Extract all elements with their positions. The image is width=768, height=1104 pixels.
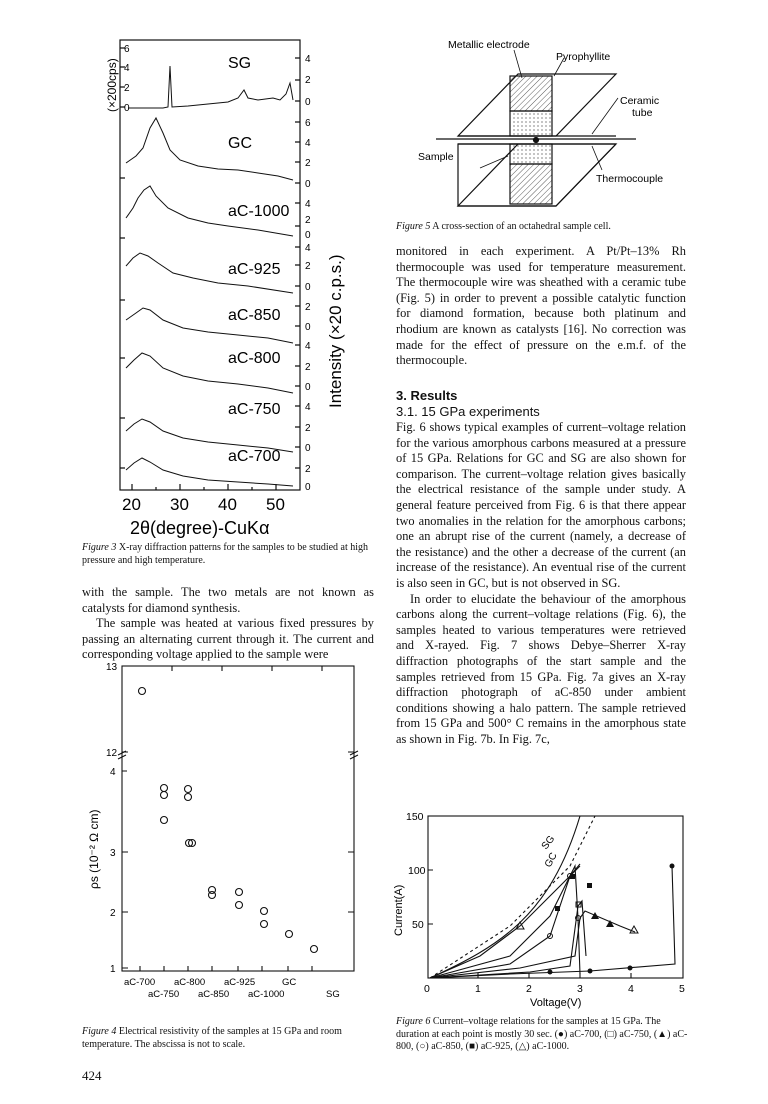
- section-heading: 3. Results: [396, 388, 458, 403]
- subsection-heading: 3.1. 15 GPa experiments: [396, 404, 540, 419]
- fig4-caption: Figure 4 Electrical resistivity of the samples at 15 GPa and room temperature. The abscissa is not to scale.: [82, 1026, 342, 1050]
- fig3-xrd-figure: [105, 38, 348, 540]
- fig3-left-unit: (×200cps): [105, 58, 119, 112]
- svg-text:5: 5: [679, 983, 685, 995]
- fig6-caption: Figure 6 Current–voltage relations for the samples at 15 GPa. The duration at each point is mostly 30 sec. (●) aC-700, (□) aC-750, (▲) aC-800, (○) aC-850, (■) aC-925, (△) aC-1000.: [396, 1016, 688, 1052]
- svg-text:4: 4: [305, 402, 311, 413]
- svg-text:1: 1: [475, 983, 481, 995]
- svg-text:0: 0: [305, 179, 311, 190]
- svg-text:Pyrophyllite: Pyrophyllite: [556, 51, 611, 63]
- svg-text:aC-750: aC-750: [148, 989, 180, 1000]
- fig4-resistivity-figure: [82, 663, 378, 1021]
- svg-text:13: 13: [106, 662, 118, 673]
- right-column-text-2: Fig. 6 shows typical examples of current–voltage relation for the various amorphous carbons measured at a pressure of 15 GPa. Relations for GC and SG are also shown for comparison. The current–voltage relation gives basically the electrical resistance of the sample under study. A general feature perceived from Fig. 6 is that there appear two anomalies in the relation for the amorphous carbons; one an abrupt rise of the current (namely, a decrease of the resistance) and the other a decrease of the current (an increase of the resistance). An eventual rise of the current is also seen in GC, but is not observed in SG. In order to elucidate the behaviour of the amorphous carbons along the current–voltage relations (Fig. 6), the samples heated to various temperatures were retrieved and X-rayed. Fig. 7 shows Debye–Sherrer X-ray diffraction photographs of the start sample and the samples retrieved from 15 GPa. Fig. 7a gives an X-ray diffraction photograph of aC-850 under ambient conditions showing a halo pattern. The sample retrieved from 15 GPa and 500° C remains in the amorphous state as shown in Fig. 7b. In Fig. 7c,: [396, 420, 686, 746]
- fig6-y-axis-label: Current(A): [393, 884, 405, 936]
- svg-text:0: 0: [124, 103, 130, 114]
- fig6-x-axis-label: Voltage(V): [530, 997, 582, 1009]
- fig6-label-gc: GC: [542, 851, 560, 870]
- svg-text:aC-1000: aC-1000: [248, 989, 285, 1000]
- fig3-label-ac800: aC-800: [228, 350, 281, 367]
- fig6-iv-figure: [390, 806, 700, 1012]
- left-column-text: with the sample. The two metals are not known as catalysts for diamond synthesis. The sample was heated at various fixed pressures by passing an alternating current through it. The current and corresponding voltage applied to the sample were: [82, 585, 374, 662]
- fig3-label-ac1000: aC-1000: [228, 203, 290, 220]
- svg-text:0: 0: [305, 282, 311, 293]
- svg-text:4: 4: [305, 138, 311, 149]
- svg-text:3: 3: [110, 848, 116, 859]
- svg-text:Metallic electrode: Metallic electrode: [448, 39, 530, 51]
- fig5-sample-cell-figure: [396, 36, 686, 214]
- svg-text:40: 40: [218, 495, 237, 514]
- svg-text:30: 30: [170, 495, 189, 514]
- page-number: 424: [82, 1068, 102, 1083]
- svg-text:2: 2: [526, 983, 532, 995]
- svg-text:4: 4: [305, 54, 311, 65]
- svg-text:aC-925: aC-925: [224, 977, 256, 988]
- svg-text:2: 2: [305, 261, 311, 272]
- svg-text:GC: GC: [282, 977, 297, 988]
- svg-text:0: 0: [424, 983, 430, 995]
- svg-text:2: 2: [110, 908, 116, 919]
- svg-text:tube: tube: [632, 107, 653, 119]
- svg-text:2: 2: [305, 158, 311, 169]
- svg-text:2: 2: [305, 215, 311, 226]
- fig5-caption: Figure 5 A cross-section of an octahedral sample cell.: [396, 221, 611, 232]
- svg-text:3: 3: [577, 983, 583, 995]
- svg-text:20: 20: [122, 495, 141, 514]
- svg-text:100: 100: [408, 865, 426, 877]
- svg-text:4: 4: [305, 199, 311, 210]
- fig3-label-ac700: aC-700: [228, 448, 281, 465]
- svg-text:Thermocouple: Thermocouple: [596, 173, 664, 185]
- svg-text:2: 2: [305, 75, 311, 86]
- right-column-text-1: monitored in each experiment. A Pt/Pt–13% Rh thermocouple was used for temperature measurement. The thermocouple wire was sheathed with a ceramic tube (Fig. 5) in order to prevent a possible catalytic function for diamond formation, because both platinum and rhodium are known as catalysts [16]. No correction was made for the effect of pressure on the e.m.f. of the thermocouple.: [396, 244, 686, 368]
- svg-text:0: 0: [305, 322, 311, 333]
- svg-text:0: 0: [305, 97, 311, 108]
- svg-text:6: 6: [305, 118, 311, 129]
- fig3-label-ac850: aC-850: [228, 307, 281, 324]
- svg-text:2: 2: [305, 464, 311, 475]
- svg-text:SG: SG: [326, 989, 340, 1000]
- svg-text:aC-800: aC-800: [174, 977, 206, 988]
- svg-text:4: 4: [628, 983, 634, 995]
- fig4-y-axis-label: ρs (10⁻² Ω cm): [87, 809, 101, 889]
- svg-text:Sample: Sample: [418, 151, 454, 163]
- svg-text:2: 2: [305, 302, 311, 313]
- svg-text:1: 1: [110, 964, 116, 975]
- svg-text:12: 12: [106, 748, 118, 759]
- svg-text:4: 4: [110, 767, 116, 778]
- fig3-right-axis-label: Intensity (×20 c.p.s.): [326, 254, 345, 408]
- svg-text:Ceramic: Ceramic: [620, 95, 660, 107]
- svg-text:aC-850: aC-850: [198, 989, 230, 1000]
- svg-text:4: 4: [305, 243, 311, 254]
- fig3-label-gc: GC: [228, 135, 252, 152]
- svg-text:2: 2: [124, 83, 130, 94]
- svg-text:0: 0: [305, 443, 311, 454]
- svg-text:4: 4: [124, 63, 130, 74]
- fig3-caption: Figure 3 X-ray diffraction patterns for the samples to be studied at high pressure and high temperature.: [82, 542, 369, 566]
- fig3-label-ac925: aC-925: [228, 261, 281, 278]
- fig3-x-axis-label: 2θ(degree)-CuKα: [130, 518, 270, 538]
- svg-text:50: 50: [412, 919, 424, 931]
- svg-text:50: 50: [266, 495, 285, 514]
- fig3-label-sg: SG: [228, 55, 252, 72]
- svg-text:2: 2: [305, 423, 311, 434]
- svg-text:2: 2: [305, 362, 311, 373]
- fig6-label-sg: SG: [539, 833, 558, 852]
- svg-text:aC-700: aC-700: [124, 977, 156, 988]
- svg-text:6: 6: [124, 44, 130, 55]
- svg-text:150: 150: [406, 811, 424, 823]
- svg-text:0: 0: [305, 482, 311, 493]
- svg-text:0: 0: [305, 230, 311, 241]
- svg-text:4: 4: [305, 341, 311, 352]
- fig3-label-ac750: aC-750: [228, 401, 281, 418]
- svg-text:0: 0: [305, 382, 311, 393]
